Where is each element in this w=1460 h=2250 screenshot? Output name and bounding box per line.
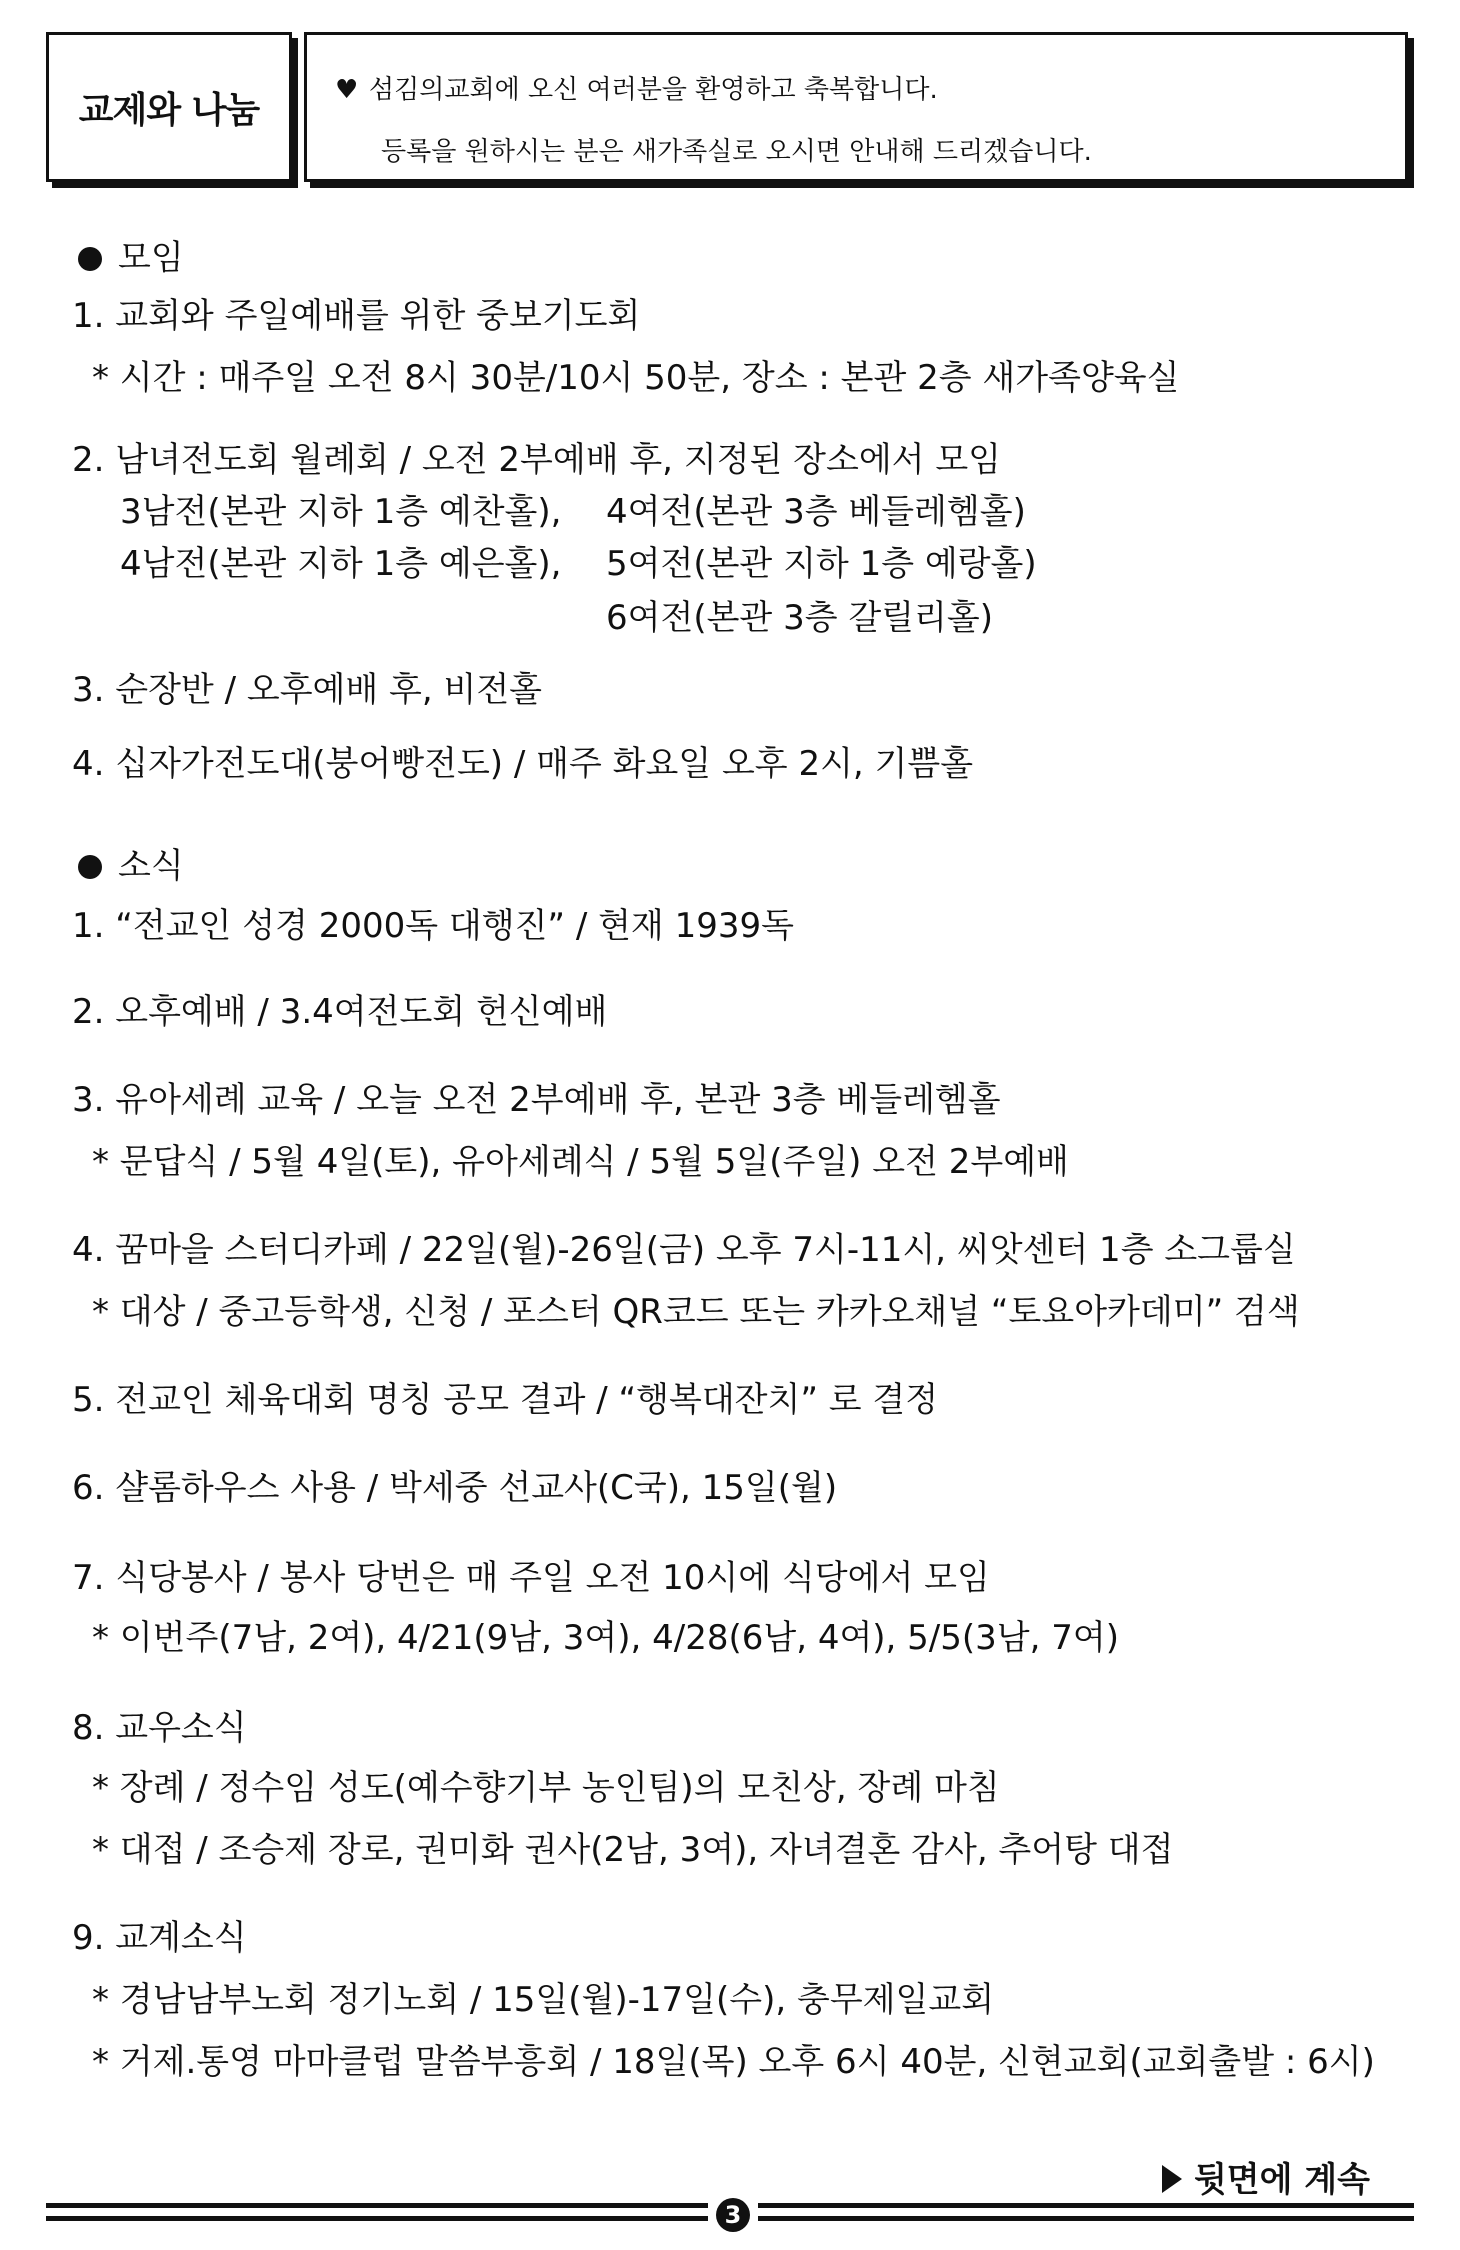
meetings-heading: [78, 236, 184, 280]
bullet-icon: [78, 855, 102, 879]
footer-rule-right-bottom: [758, 2216, 1414, 2221]
list-item: 1. “전교인 성경 2000독 대행진” / 현재 1939독: [72, 906, 794, 946]
triangle-right-icon: [1162, 2165, 1182, 2193]
heart-icon: ♥: [335, 75, 359, 105]
list-item: 4. 꿈마을 스터디카페 / 22일(월)-26일(금) 오후 7시-11시, 씨앗센터 1층 소그룹실: [72, 1230, 1296, 1270]
list-item: 3. 순장반 / 오후예배 후, 비전홀: [72, 670, 543, 710]
footer-rule-left-top: [46, 2203, 708, 2208]
list-item: 5. 전교인 체육대회 명칭 공모 결과 / “행복대잔치” 로 결정: [72, 1380, 939, 1420]
list-item: * 거제.통영 마마클럽 말씀부흥회 / 18일(목) 오후 6시 40분, 신현교회(교회출발 : 6시): [92, 2042, 1375, 2082]
list-item: 4. 십자가전도대(붕어빵전도) / 매주 화요일 오후 2시, 기쁨홀: [72, 744, 974, 784]
list-item: 3남전(본관 지하 1층 예찬홀),: [120, 492, 562, 532]
meetings-heading-text: 모임: [118, 238, 184, 278]
list-item: 5여전(본관 지하 1층 예랑홀): [606, 544, 1037, 584]
continue-note: [1162, 2152, 1370, 2201]
list-item: 2. 남녀전도회 월례회 / 오전 2부예배 후, 지정된 장소에서 모임: [72, 440, 1002, 480]
section-title-box: [46, 32, 292, 182]
welcome-text-1: 섬김의교회에 오신 여러분을 환영하고 축복합니다.: [369, 75, 938, 105]
list-item: 7. 식당봉사 / 봉사 당번은 매 주일 오전 10시에 식당에서 모임: [72, 1558, 990, 1598]
page-number: 3: [716, 2198, 750, 2232]
news-heading-text: 소식: [118, 846, 184, 886]
welcome-line-2: 등록을 원하시는 분은 새가족실로 오시면 안내해 드리겠습니다.: [381, 137, 1092, 167]
list-item: 4남전(본관 지하 1층 예은홀),: [120, 544, 562, 584]
news-heading: [78, 844, 184, 888]
list-item: 6여전(본관 3층 갈릴리홀): [606, 598, 994, 638]
welcome-box: [304, 32, 1408, 182]
list-item: 3. 유아세례 교육 / 오늘 오전 2부예배 후, 본관 3층 베들레헴홀: [72, 1080, 1001, 1120]
list-item: * 대접 / 조승제 장로, 권미화 권사(2남, 3여), 자녀결혼 감사, 추어탕 대접: [92, 1830, 1174, 1870]
list-item: * 대상 / 중고등학생, 신청 / 포스터 QR코드 또는 카카오채널 “토요아카데미” 검색: [92, 1292, 1300, 1332]
footer-rule-right-top: [758, 2203, 1414, 2208]
list-item: * 문답식 / 5월 4일(토), 유아세례식 / 5월 5일(주일) 오전 2부예배: [92, 1142, 1069, 1182]
list-item: * 이번주(7남, 2여), 4/21(9남, 3여), 4/28(6남, 4여), 5/5(3남, 7여): [92, 1618, 1119, 1658]
list-item: 4여전(본관 3층 베들레헴홀): [606, 492, 1026, 532]
continue-label: 뒷면에 계속: [1193, 2160, 1370, 2200]
list-item: * 시간 : 매주일 오전 8시 30분/10시 50분, 장소 : 본관 2층 새가족양육실: [92, 358, 1180, 398]
welcome-line-1: [335, 69, 938, 106]
list-item: 9. 교계소식: [72, 1918, 247, 1958]
footer-rule-left-bottom: [46, 2216, 708, 2221]
list-item: 8. 교우소식: [72, 1708, 247, 1748]
bullet-icon: [78, 247, 102, 271]
list-item: 1. 교회와 주일예배를 위한 중보기도회: [72, 296, 641, 336]
section-title: 교제와 나눔: [78, 89, 260, 131]
list-item: * 장례 / 정수임 성도(예수향기부 농인팀)의 모친상, 장례 마침: [92, 1768, 1000, 1808]
list-item: 6. 샬롬하우스 사용 / 박세중 선교사(C국), 15일(월): [72, 1468, 838, 1508]
list-item: 2. 오후예배 / 3.4여전도회 헌신예배: [72, 992, 608, 1032]
list-item: * 경남남부노회 정기노회 / 15일(월)-17일(수), 충무제일교회: [92, 1980, 995, 2020]
